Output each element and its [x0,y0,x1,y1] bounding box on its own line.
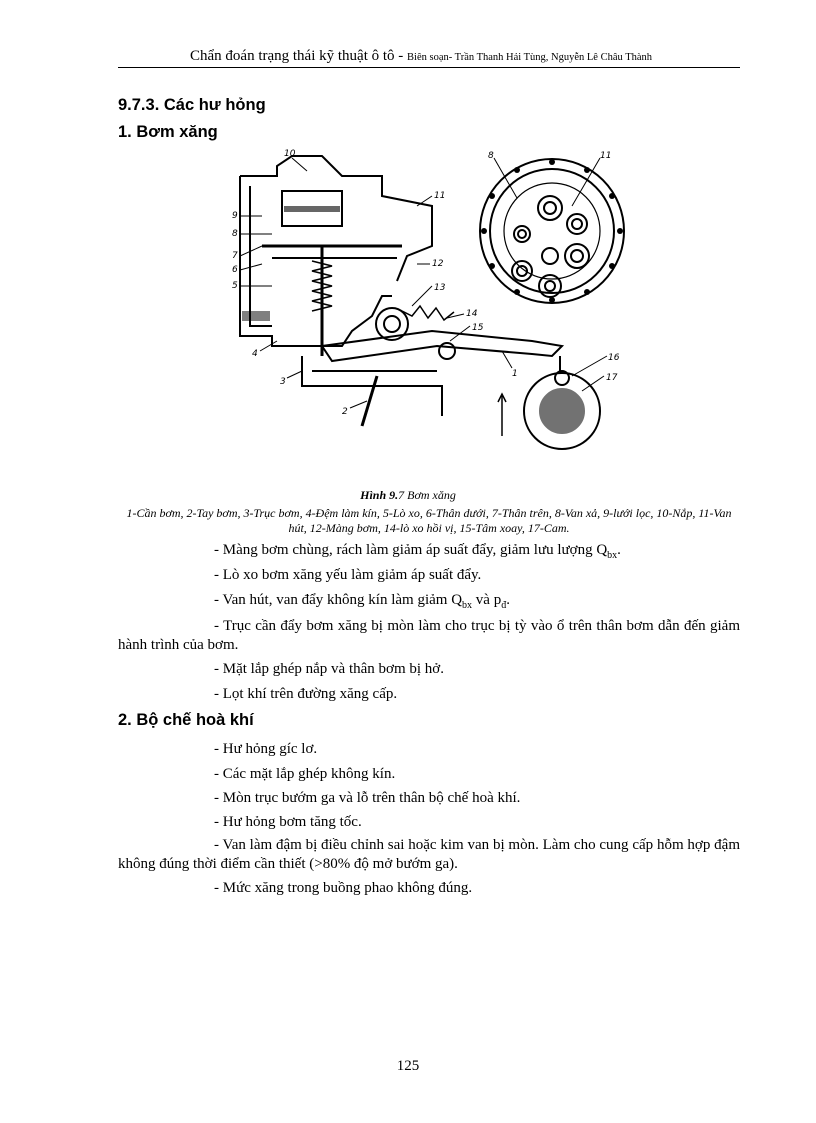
figure-callout-label: 16 [608,353,620,363]
figure-callout-label: 14 [466,309,478,319]
pump-item-cover-leak: - Mặt lắp ghép nắp và thân bơm bị hở. [214,661,444,677]
carb-item-power-valve: - Van làm đậm bị điều chỉnh sai hoặc kim van bị mòn. Làm cho cung cấp hỗm hợp đậm không đúng thời điểm cần thiết (>80% độ mở bướm ga). [118,837,740,872]
header-title: Chẩn đoán trạng thái kỹ thuật ô tô - [190,48,408,64]
figure-callout-label: 10 [284,149,296,159]
figure-callout-label: 5 [232,281,238,291]
carb-item-float-level: - Mức xăng trong buồng phao không đúng. [214,880,473,896]
figure-caption-name: 7 Bơm xăng [398,488,456,502]
figure-callout-label: 12 [432,259,444,269]
pump-item-valves: - Van hút, van đẩy không kín làm giảm $Q_{bx}$ và $p_đ$. [214,592,510,611]
carb-item-jet: - Hư hỏng gíc lơ. [214,741,318,757]
figure-callout-label: 1 [512,369,518,379]
figure-callout-label: 4 [252,349,258,359]
figure-callout-label: 17 [606,373,618,383]
fuel-pump-figure [232,146,630,472]
figure-caption-number: Hình 9. [360,488,399,502]
figure-callout-label: 9 [232,211,238,221]
figure-callout-label: 6 [232,265,238,275]
figure-caption-legend: 1-Cần bơm, 2-Tay bơm, 3-Trục bơm, 4-Đệm làm kín, 5-Lò xo, 6-Thân dưới, 7-Thân trên, 8-Van xả, 9-lưới lọc, 10-Nắp, 11-Van hút, 12-Màng bơm, 14-lò xo hồi vị, 15-Tâm xoay, 17-Cam. [126,506,732,535]
running-header [190,48,740,68]
figure-callout-label: 8 [232,229,238,239]
figure-callout-label: 13 [434,283,446,293]
figure-callout-label: 8 [488,151,494,161]
pump-item-air-leak: - Lọt khí trên đường xăng cấp. [214,686,398,702]
pump-item-shaft-wear: - Trục cần đẩy bơm xăng bị mòn làm cho trục bị tỳ vào ổ trên thân bơm dẫn đến giảm hành trình của bơm. [118,618,740,653]
figure-caption-title [0,488,816,503]
pump-item-diaphragm: - Màng bơm chùng, rách làm giảm áp suất đẩy, giảm lưu lượng $Q_{bx}$. [214,542,621,561]
carb-item-accelerator-pump: - Hư hỏng bơm tăng tốc. [214,814,362,830]
subsection-heading-fuel-pump: 1. Bơm xăng [118,123,218,141]
page-number: 125 [396,1058,420,1074]
header-rule [118,67,740,68]
pump-item-spring: - Lò xo bơm xăng yếu làm giảm áp suất đẩy. [214,567,482,583]
figure-callout-label: 11 [600,151,612,161]
carb-item-throttle-shaft: - Mòn trục bướm ga và lỗ trên thân bộ chế hoà khí. [214,790,521,806]
section-heading: 9.7.3. Các hư hỏng [118,96,266,114]
subsection-heading-carburetor: 2. Bộ chế hoà khí [118,711,254,729]
figure-callout-label: 3 [280,377,286,387]
carb-item-joints: - Các mặt lắp ghép không kín. [214,766,396,782]
figure-callout-label: 15 [472,323,484,333]
figure-callout-label: 11 [434,191,446,201]
header-authors: Biên soạn- Trần Thanh Hải Tùng, Nguyễn Lê Châu Thành [407,52,653,63]
figure-callout-label: 7 [232,251,238,261]
figure-callout-label: 2 [342,407,348,417]
